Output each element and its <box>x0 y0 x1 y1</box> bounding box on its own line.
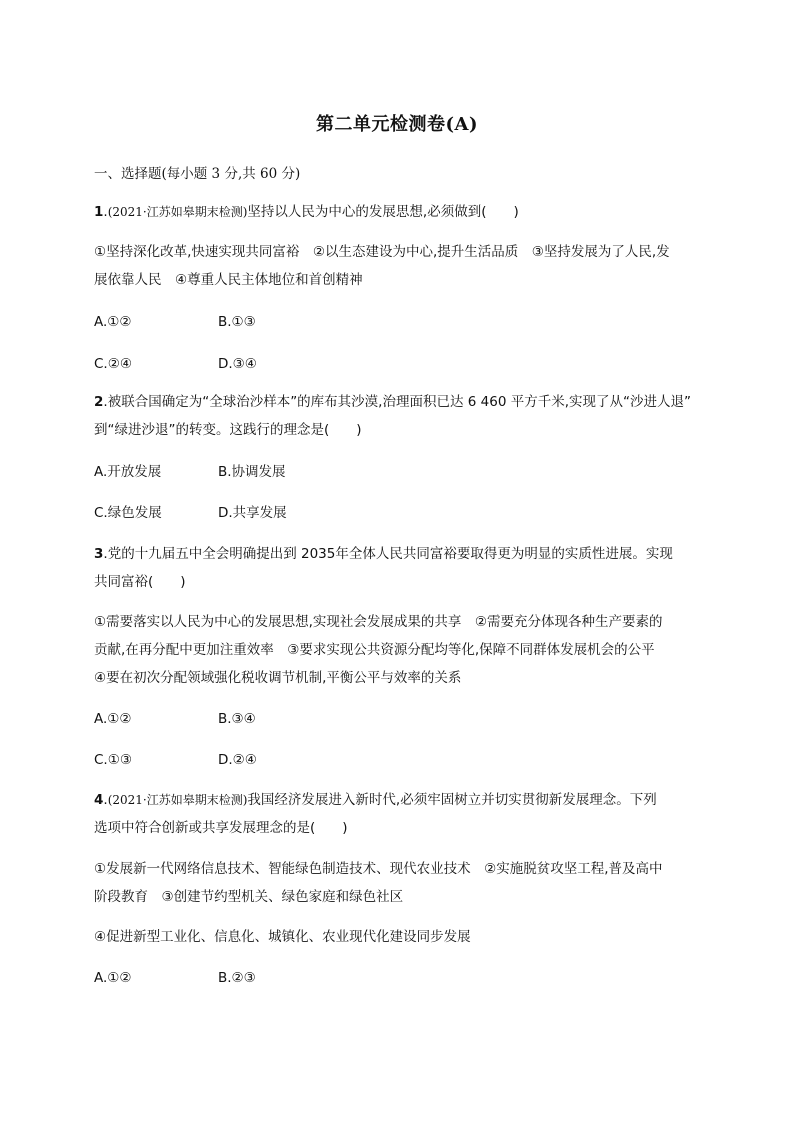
item-line: 贡献,在再分配中更加注重效率 ③要求实现公共资源分配均等化,保障不同群体发展机会的公平 <box>94 642 655 658</box>
option-d[interactable]: D.②④ <box>218 752 257 768</box>
question-2-options-row-2 <box>94 503 342 523</box>
item-line: 展依靠人民 ④尊重人民主体地位和首创精神 <box>94 272 363 288</box>
option-b[interactable]: B.③④ <box>218 711 256 727</box>
question-text: 坚持以人民为中心的发展思想,必须做到( ) <box>247 204 519 220</box>
question-1-options-row-2 <box>94 354 342 374</box>
question-2-stem <box>94 388 704 444</box>
option-a[interactable]: A.①② <box>94 314 132 330</box>
question-text-continued: 选项中符合创新或共享发展理念的是( ) <box>94 820 348 836</box>
question-number: 3 <box>94 546 104 562</box>
option-c[interactable]: C.②④ <box>94 356 132 372</box>
question-4-options-row-1 <box>94 968 342 988</box>
question-3-options-row-2 <box>94 750 342 770</box>
question-3-options-row-1 <box>94 709 342 729</box>
question-text: 我国经济发展进入新时代,必须牢固树立并切实贯彻新发展理念。下列 <box>247 792 657 808</box>
question-source: (2021·江苏如皋期末检测) <box>107 793 248 807</box>
item-line: ①发展新一代网络信息技术、智能绿色制造技术、现代农业技术 ②实施脱贫攻坚工程,普及高中 <box>94 861 663 877</box>
item-line: ①需要落实以人民为中心的发展思想,实现社会发展成果的共享 ②需要充分体现各种生产要素的 <box>94 614 663 630</box>
option-a[interactable]: A.①② <box>94 711 132 727</box>
question-text: .党的十九届五中全会明确提出到 2035年全体人民共同富裕要取得更为明显的实质性进展。实现 <box>103 546 673 562</box>
page-title: 第二单元检测卷(A) <box>316 114 478 135</box>
question-punct: . <box>103 204 108 220</box>
question-1-stem <box>94 198 704 226</box>
question-text-continued: 到“绿进沙退”的转变。这践行的理念是( ) <box>94 422 362 438</box>
question-punct: . <box>103 792 108 808</box>
question-number: 1 <box>94 204 104 220</box>
option-b[interactable]: B.②③ <box>218 970 256 986</box>
question-4-items <box>94 855 704 911</box>
question-4-stem <box>94 786 704 842</box>
question-1-items <box>94 238 704 294</box>
question-source: (2021·江苏如皋期末检测) <box>107 205 248 219</box>
option-b[interactable]: B.协调发展 <box>218 464 286 480</box>
option-c[interactable]: C.绿色发展 <box>94 505 162 521</box>
option-b[interactable]: B.①③ <box>218 314 256 330</box>
section-heading: 一、选择题(每小题 3 分,共 60 分) <box>94 166 301 182</box>
question-2-options-row-1 <box>94 462 342 482</box>
option-a[interactable]: A.①② <box>94 970 132 986</box>
question-text: .被联合国确定为“全球治沙样本”的库布其沙漠,治理面积已达 6 460 平方千米,实现了从“沙进人退” <box>103 394 691 410</box>
question-3-stem <box>94 540 704 596</box>
item-line: 阶段教育 ③创建节约型机关、绿色家庭和绿色社区 <box>94 889 404 905</box>
item-line: ④促进新型工业化、信息化、城镇化、农业现代化建设同步发展 <box>94 929 471 945</box>
item-line: ①坚持深化改革,快速实现共同富裕 ②以生态建设为中心,提升生活品质 ③坚持发展为了人民,发 <box>94 244 670 260</box>
question-text-continued: 共同富裕( ) <box>94 574 186 590</box>
question-number: 2 <box>94 394 104 410</box>
question-3-items <box>94 608 704 692</box>
option-a[interactable]: A.开放发展 <box>94 464 162 480</box>
option-d[interactable]: D.共享发展 <box>218 505 287 521</box>
option-c[interactable]: C.①③ <box>94 752 132 768</box>
item-line: ④要在初次分配领域强化税收调节机制,平衡公平与效率的关系 <box>94 670 462 686</box>
question-number: 4 <box>94 792 104 808</box>
option-d[interactable]: D.③④ <box>218 356 257 372</box>
question-4-items-extra <box>94 923 704 951</box>
question-1-options-row-1 <box>94 312 342 332</box>
